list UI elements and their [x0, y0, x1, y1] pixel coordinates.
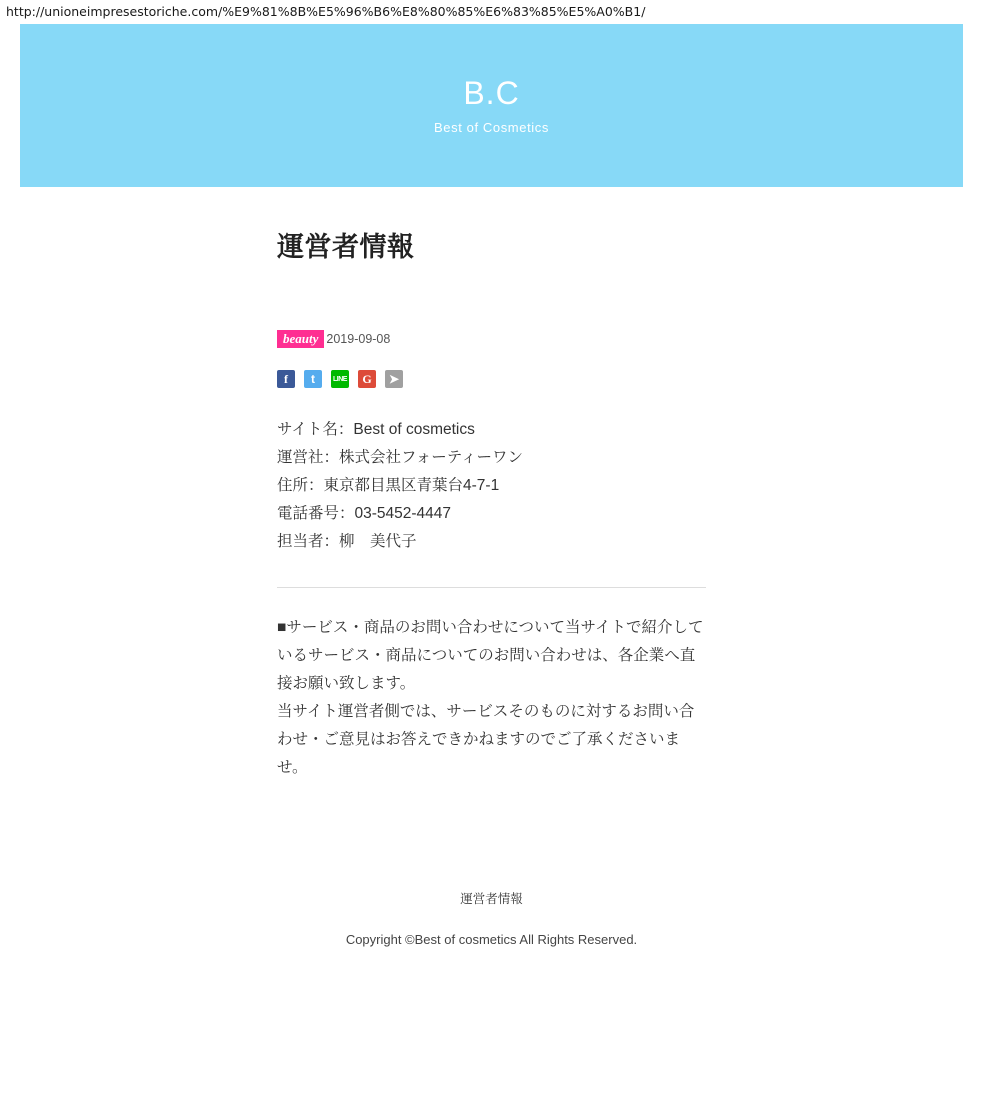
site-logo[interactable]: B.C: [463, 75, 520, 112]
info-line-address: 住所：東京都目黒区青葉台4-7-1: [277, 477, 500, 494]
notice-paragraph-2: 当サイト運営者側では、サービスそのものに対するお問い合わせ・ご意見はお答えできかねますのでご了承くださいませ。: [277, 703, 695, 776]
post-date: 2019-09-08: [326, 332, 391, 346]
notice-paragraph-1: ■サービス・商品のお問い合わせについて当サイトで紹介しているサービス・商品についてのお問い合わせは、各企業へ直接お願い致します。: [277, 619, 704, 692]
info-line-contact-person: 担当者：柳 美代子: [277, 533, 417, 550]
page-title: 運営者情報: [277, 232, 415, 262]
post-meta: [277, 330, 706, 348]
footer-link-operator-info[interactable]: 運営者情報: [460, 892, 523, 906]
more-share-icon[interactable]: ➤: [385, 370, 403, 388]
notice-block: [277, 614, 706, 782]
main-content: [277, 187, 706, 947]
info-line-phone: 電話番号：03-5452-4447: [277, 505, 452, 522]
google-plus-icon[interactable]: G: [358, 370, 376, 388]
twitter-icon[interactable]: t: [304, 370, 322, 388]
site-header: [20, 24, 963, 187]
line-icon[interactable]: LINE: [331, 370, 349, 388]
share-buttons: [277, 370, 706, 388]
browser-url-bar[interactable]: [0, 0, 983, 24]
category-badge[interactable]: beauty: [277, 330, 324, 348]
info-line-site-name: サイト名：Best of cosmetics: [277, 421, 475, 438]
divider: [277, 587, 706, 588]
page-wrapper: [20, 24, 963, 947]
copyright-text: Copyright ©Best of cosmetics All Rights Reserved.: [345, 932, 638, 947]
site-footer: [277, 889, 706, 947]
operator-info-block: [277, 416, 706, 556]
info-line-company: 運営社：株式会社フォーティーワン: [277, 449, 523, 466]
site-tagline: Best of Cosmetics: [434, 119, 549, 135]
url-text: http://unioneimpresestoriche.com/%E9%81%8B%E5%96%B6%E8%80%85%E6%83%85%E5%A0%B1/: [6, 4, 646, 19]
facebook-icon[interactable]: f: [277, 370, 295, 388]
